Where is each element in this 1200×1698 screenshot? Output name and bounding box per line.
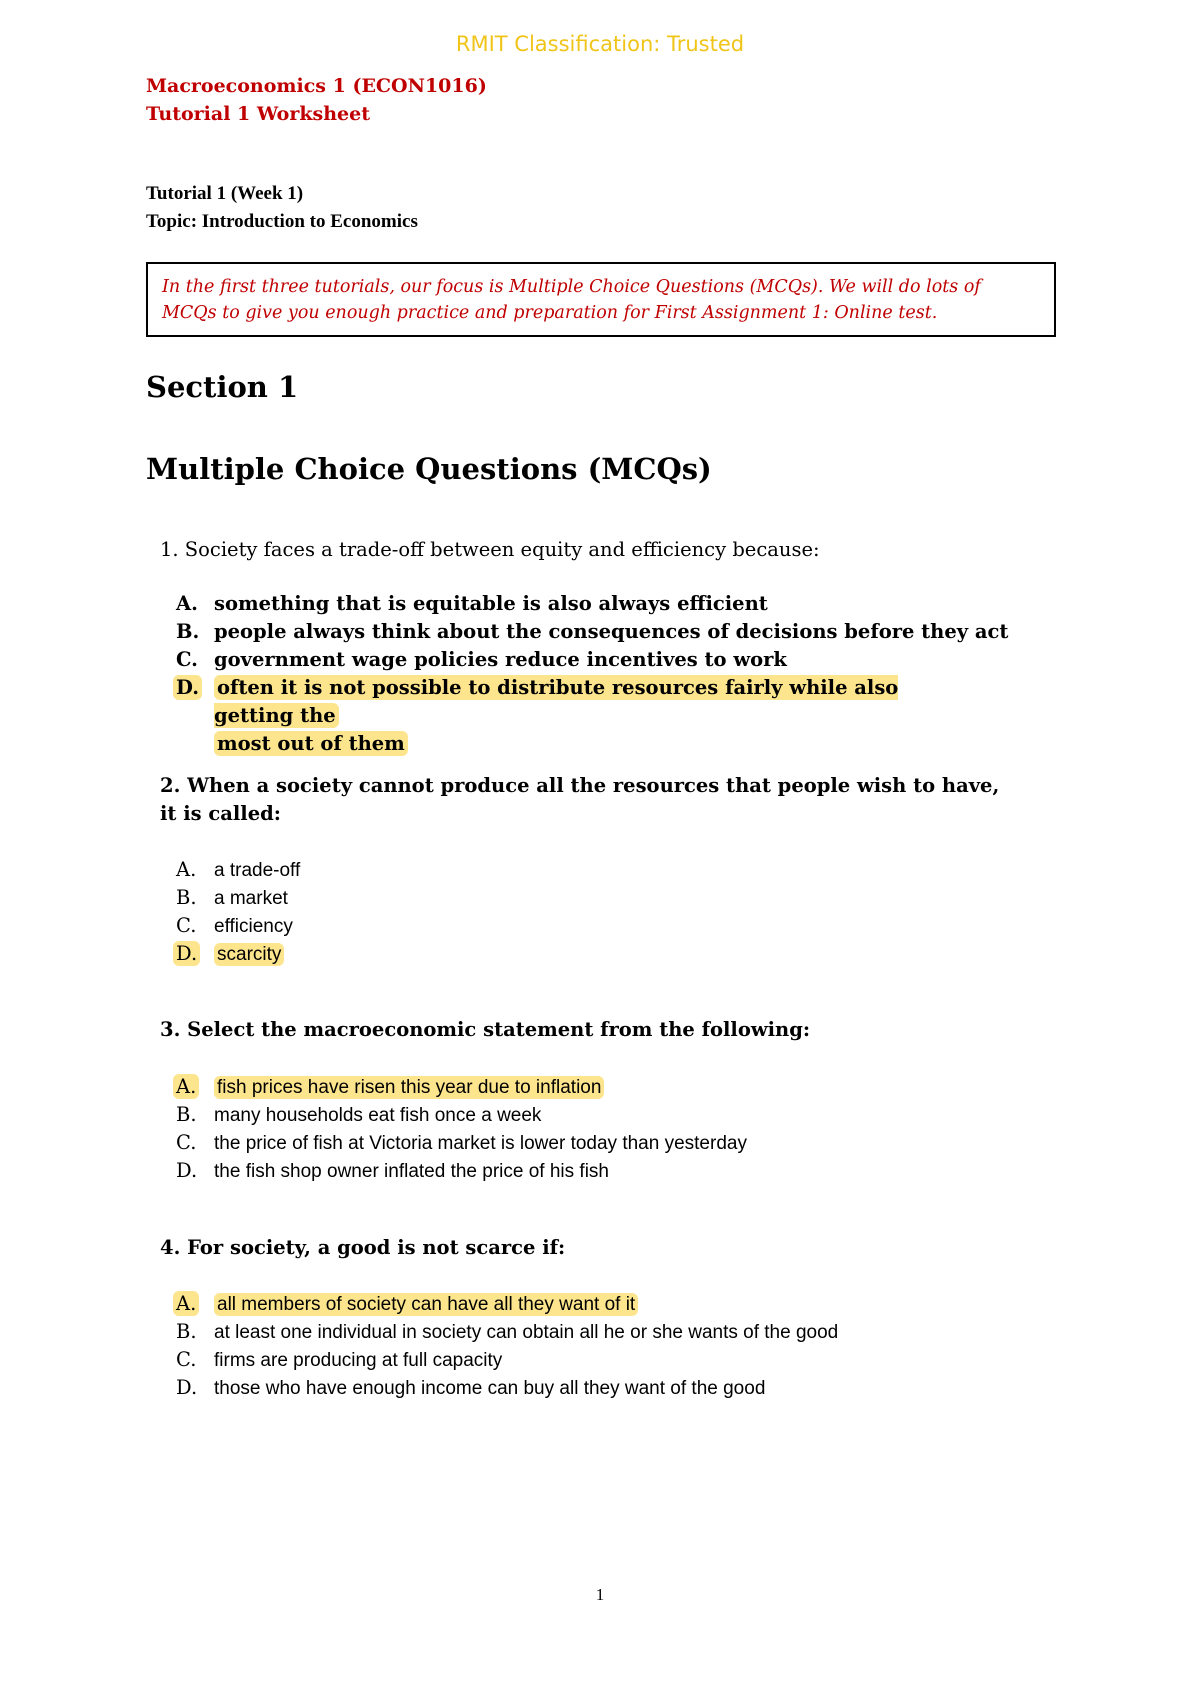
option-2c [176,912,300,940]
option-text: something that is equitable is also always efficient [214,592,768,615]
option-2a [176,856,300,884]
option-letter: C. [176,648,198,671]
question-stem-4: 4. For society, a good is not scarce if: [160,1236,566,1259]
tutorial-info [146,180,418,236]
option-letter: B. [176,1320,197,1343]
option-letter: B. [176,886,197,909]
option-3c [176,1129,747,1157]
question-options-3 [176,1073,747,1185]
option-letter: D. [173,675,202,700]
option-2b [176,884,300,912]
option-text: at least one individual in society can obtain all he or she wants of the good [214,1322,839,1343]
highlighted-answer-text: all members of society can have all they want of it [214,1293,638,1316]
option-letter: D. [176,1159,198,1182]
option-letter: A. [176,858,197,881]
option-3b [176,1101,747,1129]
option-letter: B. [176,620,200,643]
option-2d-answer [176,940,300,968]
worksheet-title: Tutorial 1 Worksheet [146,103,370,125]
question-stem-1: 1. Society faces a trade-off between equity and efficiency because: [160,538,820,561]
option-text: efficiency [214,916,293,937]
option-text: firms are producing at full capacity [214,1350,503,1371]
question-options-1 [176,590,1009,755]
option-4b [176,1318,838,1346]
option-letter: A. [173,1074,199,1099]
question-options-4 [176,1290,838,1402]
option-4a-answer [176,1290,838,1318]
option-letter: B. [176,1103,197,1126]
section-title: Section 1 [146,370,299,404]
option-text: the fish shop owner inflated the price of his fish [214,1161,610,1182]
course-heading [146,72,487,128]
page-number: 1 [595,1585,605,1604]
question-stem-3: 3. Select the macroeconomic statement from the following: [160,1018,811,1041]
highlighted-answer-text-cont: most out of them [214,731,408,756]
option-text: people always think about the consequences of decisions before they act [214,620,1009,643]
option-letter: A. [176,592,198,615]
option-1a [176,590,1008,618]
course-title: Macroeconomics 1 (ECON1016) [146,75,487,97]
question-options-2 [176,856,300,968]
classification-label: RMIT Classification: Trusted [455,32,745,56]
option-letter: D. [176,1376,198,1399]
option-1b [176,618,1008,646]
option-text: a market [214,888,288,909]
highlighted-answer-text: fish prices have risen this year due to inflation [214,1076,604,1099]
option-text: government wage policies reduce incentives to work [214,648,787,671]
option-text: a trade-off [214,860,301,881]
option-1c [176,646,1008,674]
option-letter: A. [173,1291,199,1316]
highlighted-answer-text: scarcity [214,943,284,966]
notice-box: In the first three tutorials, our focus is Multiple Choice Questions (MCQs). We will do lots of MCQs to give you enough practice and preparation for First Assignment 1: Online test. [146,262,1056,337]
highlighted-answer-text: often it is not possible to distribute resources fairly while also getting the [214,676,899,727]
option-3a-answer [176,1073,747,1101]
question-stem-2: 2. When a society cannot produce all the resources that people wish to have, it is called: [160,774,1000,825]
tutorial-week: Tutorial 1 (Week 1) [146,183,304,204]
option-text: many households eat fish once a week [214,1105,542,1126]
option-1d-answer [176,674,1008,755]
option-text: those who have enough income can buy all they want of the good [214,1378,766,1399]
option-4c [176,1346,838,1374]
section-subtitle: Multiple Choice Questions (MCQs) [146,452,712,486]
option-letter: D. [173,941,200,966]
tutorial-topic: Topic: Introduction to Economics [146,211,418,232]
option-text: the price of fish at Victoria market is lower today than yesterday [214,1133,747,1154]
option-letter: C. [176,914,197,937]
option-4d [176,1374,838,1402]
option-letter: C. [176,1348,197,1371]
option-3d [176,1157,747,1185]
option-letter: C. [176,1131,197,1154]
